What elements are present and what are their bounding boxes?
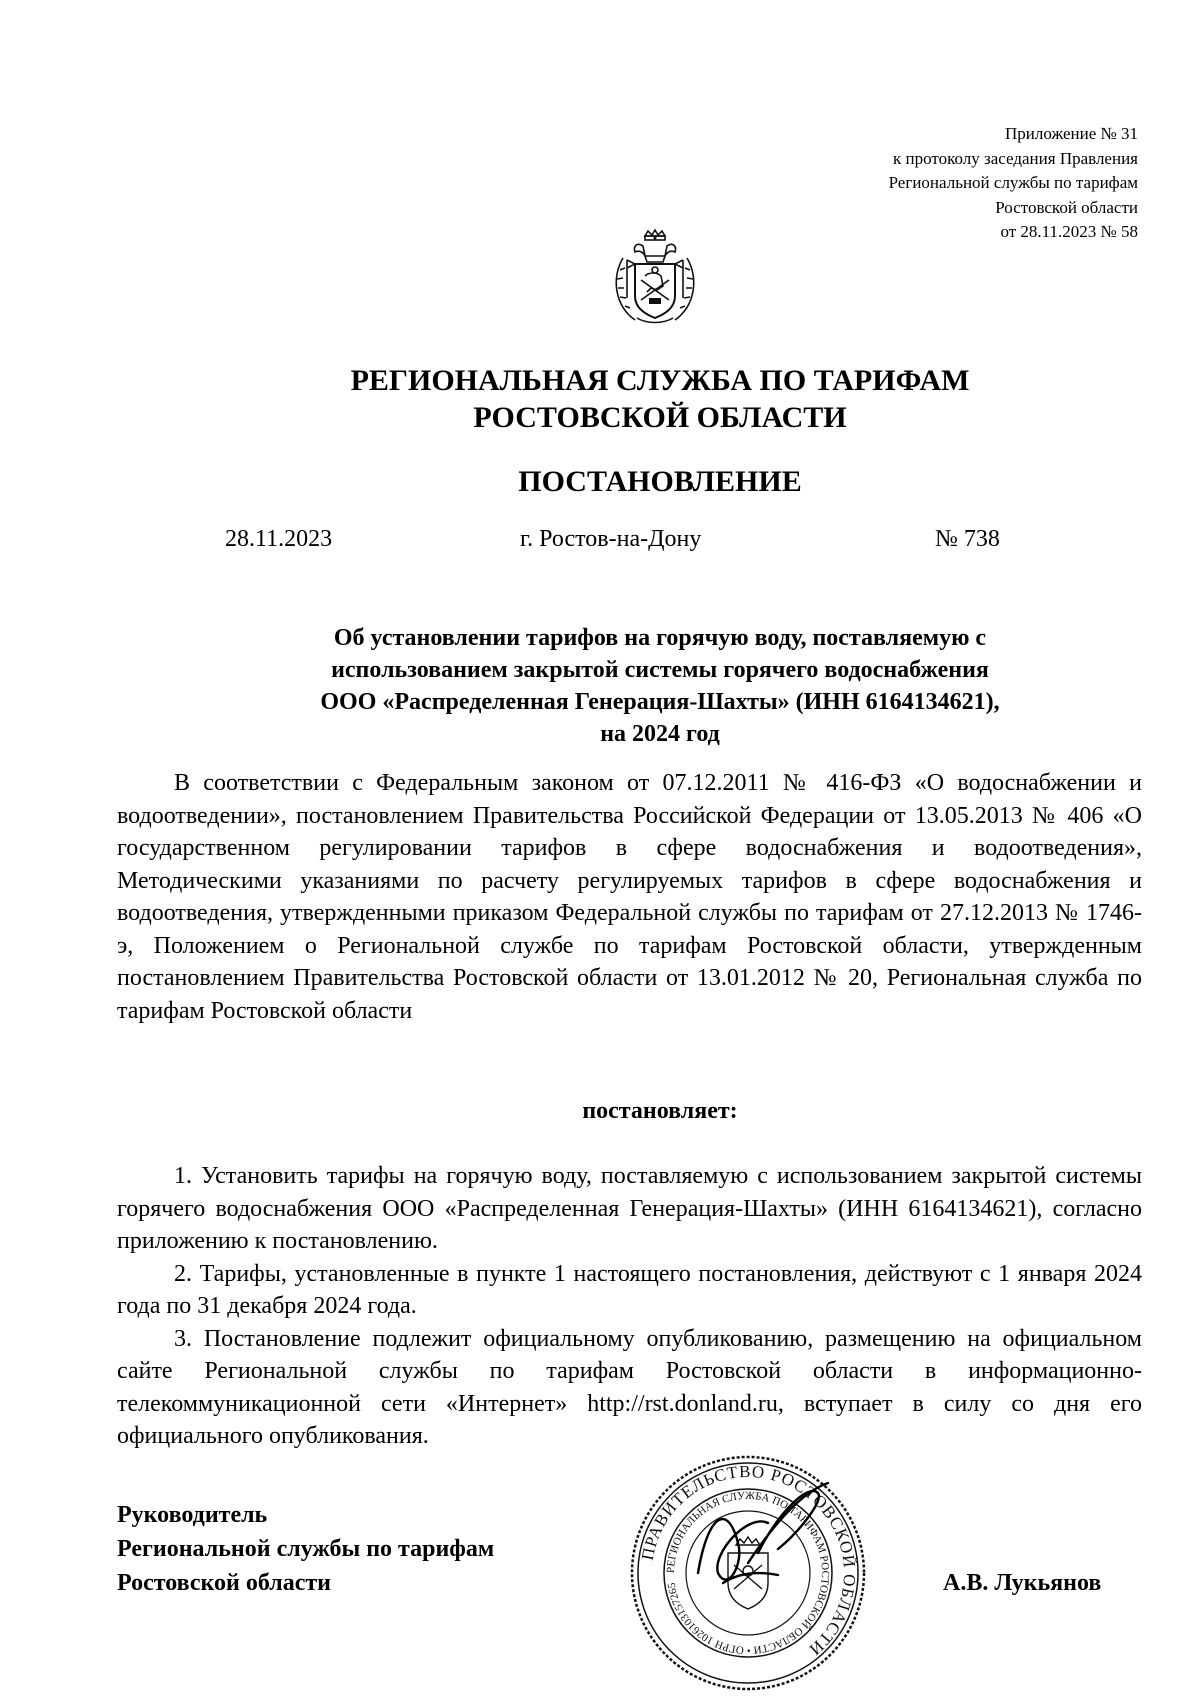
preamble-paragraph: В соответствии с Федеральным законом от 07.12.2011 № 416-ФЗ «О водоснабжении и водоотведении», постановлением Правительства Российской Федерации от 13.05.2013 № 406 «О государственном регулировании тарифов в сфере водоснабжения и водоотведения», Методическими указаниями по расчету регулируемых тарифов в сфере водоснабжения и водоотведения, утвержденными приказом Федеральной службы по тарифам от 27.12.2013 № 1746-э, Положением о Региональной службе по тарифам Ростовской области, утвержденным постановлением Правительства Ростовской области от 13.01.2012 № 20, Региональная служба по тарифам Ростовской области bbox=[117, 770, 1142, 1024]
annex-line: Ростовской области bbox=[995, 197, 1138, 217]
svg-text:РЕГИОНАЛЬНАЯ СЛУЖБА ПО ТАРИФАМ: РЕГИОНАЛЬНАЯ СЛУЖБА ПО ТАРИФАМ РОСТОВСКОЙ ОБЛАСТИ • ОГРН 1026103157265 bbox=[664, 1489, 832, 1657]
annex-line: к протоколу заседания Правления bbox=[893, 148, 1138, 168]
document-city: г. Ростов-на-Дону bbox=[520, 526, 702, 552]
subject-line: на 2024 год bbox=[600, 721, 720, 747]
annex-header bbox=[889, 122, 1138, 245]
decree-item: 2. Тарифы, установленные в пункте 1 настоящего постановления, действуют с 1 января 2024 года по 31 декабря 2024 года. bbox=[117, 1260, 1142, 1319]
document-number: № 738 bbox=[935, 526, 1000, 552]
subject-line: Об установлении тарифов на горячую воду, поставляемую с bbox=[333, 625, 987, 651]
organization-line: РЕГИОНАЛЬНАЯ СЛУЖБА ПО ТАРИФАМ bbox=[350, 364, 970, 397]
annex-line: Региональной службы по тарифам bbox=[888, 173, 1138, 192]
subject-line: ООО «Распределенная Генерация-Шахты» (ИНН 6164134621), bbox=[320, 689, 1000, 715]
organization-line: РОСТОВСКОЙ ОБЛАСТИ bbox=[473, 401, 847, 434]
signatory-position-line: Ростовской области bbox=[117, 1570, 331, 1596]
official-seal-icon bbox=[628, 1453, 868, 1693]
signatory-name: А.В. Лукьянов bbox=[943, 1570, 1102, 1596]
signatory-position-line: Региональной службы по тарифам bbox=[117, 1536, 495, 1562]
decree-items bbox=[117, 1160, 1142, 1453]
annex-line: Приложение № 31 bbox=[1005, 124, 1138, 143]
coat-of-arms-icon bbox=[605, 228, 705, 328]
signatory-position-line: Руководитель bbox=[117, 1502, 268, 1528]
signatory-position bbox=[117, 1498, 494, 1600]
svg-text:ПРАВИТЕЛЬСТВО РОСТОВСКОЙ ОБЛАС: ПРАВИТЕЛЬСТВО РОСТОВСКОЙ ОБЛАСТИ bbox=[637, 1461, 860, 1660]
document-date: 28.11.2023 bbox=[225, 526, 333, 552]
document-subject bbox=[0, 622, 1200, 750]
decree-item: 1. Установить тарифы на горячую воду, поставляемую с использованием закрытой системы горячего водоснабжения ООО «Распределенная Генерация-Шахты» (ИНН 6164134621), согласно приложению к постановлению. bbox=[117, 1163, 1142, 1254]
decree-item: 3. Постановление подлежит официальному опубликованию, размещению на официальном сайте Региональной службы по тарифам Ростовской области в информационно-телекоммуникационной сети «Интернет» http://rst.donland.ru, вступает в силу со дня его официального опубликования. bbox=[117, 1325, 1142, 1449]
preamble-block bbox=[117, 767, 1142, 1027]
organization-name bbox=[0, 362, 1200, 436]
subject-line: использованием закрытой системы горячего водоснабжения bbox=[331, 657, 989, 683]
annex-line: от 28.11.2023 № 58 bbox=[1000, 222, 1138, 241]
document-type: ПОСТАНОВЛЕНИЕ bbox=[518, 465, 802, 498]
decree-word: постановляет: bbox=[582, 1098, 738, 1124]
